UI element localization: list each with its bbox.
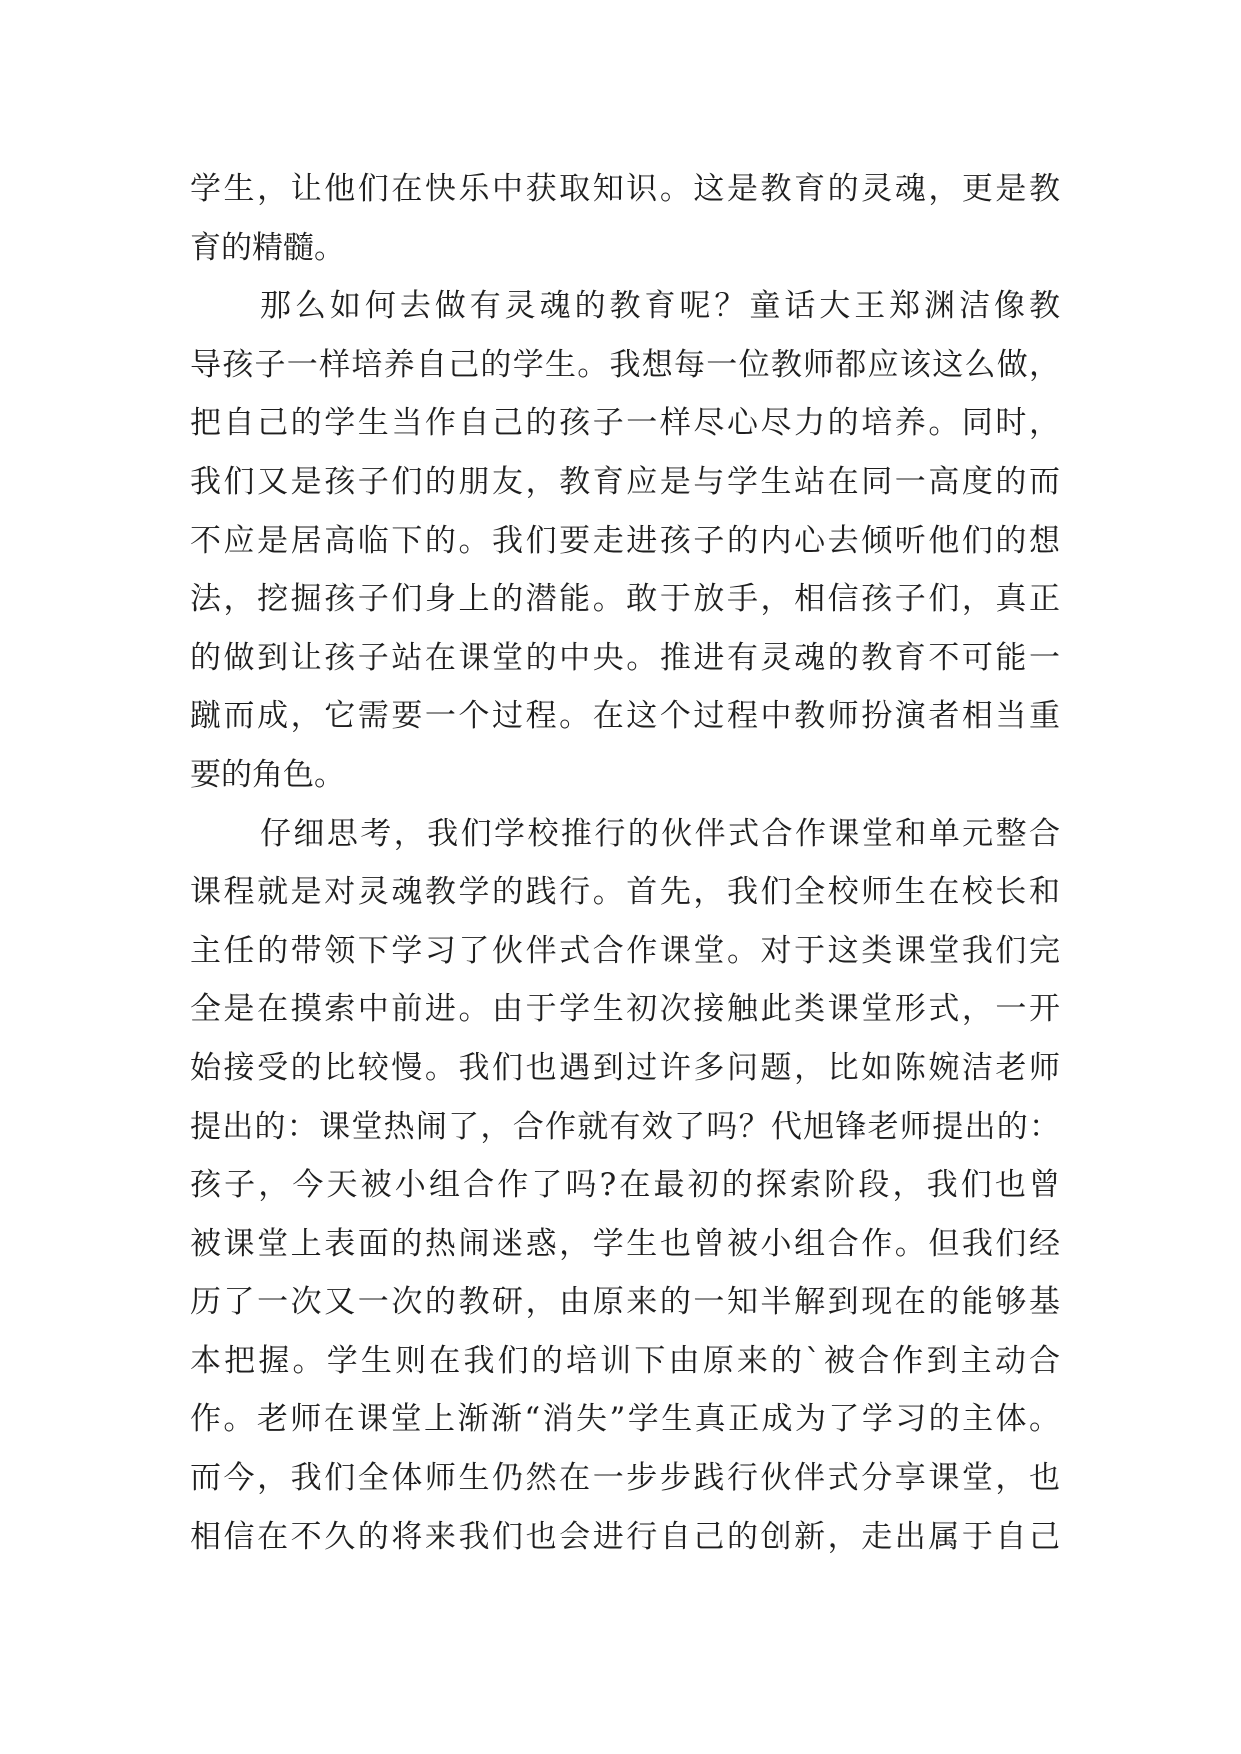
text-line: 蹴而成，它需要一个过程。在这个过程中教师扮演者相当重: [190, 698, 1060, 735]
text-line: 育的精髓。: [190, 229, 345, 266]
text-line: 而今，我们全体师生仍然在一步步践行伙伴式分享课堂，也: [190, 1460, 1060, 1497]
text-line: 历了一次又一次的教研，由原来的一知半解到现在的能够基: [190, 1284, 1060, 1321]
text-line: 法，挖掘孩子们身上的潜能。敢于放手，相信孩子们，真正: [190, 581, 1060, 618]
text-line: 本把握。学生则在我们的培训下由原来的`被合作到主动合: [190, 1342, 1060, 1379]
text-line: 孩子，今天被小组合作了吗?在最初的探索阶段，我们也曾: [190, 1167, 1060, 1204]
text-line: 相信在不久的将来我们也会进行自己的创新，走出属于自己: [190, 1518, 1060, 1555]
text-line: 全是在摸索中前进。由于学生初次接触此类课堂形式，一开: [190, 991, 1060, 1028]
text-line: 主任的带领下学习了伙伴式合作课堂。对于这类课堂我们完: [190, 932, 1060, 969]
text-line: 提出的：课堂热闹了，合作就有效了吗？代旭锋老师提出的：: [190, 1108, 1060, 1145]
text-line: 学生，让他们在快乐中获取知识。这是教育的灵魂，更是教: [190, 171, 1060, 207]
body-text: [190, 160, 1060, 1566]
text-line: 课程就是对灵魂教学的践行。首先，我们全校师生在校长和: [190, 874, 1060, 911]
text-line: 作。老师在课堂上渐渐“消失”学生真正成为了学习的主体。: [190, 1401, 1060, 1438]
text-line: 被课堂上表面的热闹迷惑，学生也曾被小组合作。但我们经: [190, 1225, 1060, 1262]
text-line: 导孩子一样培养自己的学生。我想每一位教师都应该这么做，: [190, 346, 1060, 383]
text-line: 仔细思考，我们学校推行的伙伴式合作课堂和单元整合: [260, 815, 1060, 852]
text-line: 要的角色。: [190, 756, 345, 793]
text-line: 那么如何去做有灵魂的教育呢？童话大王郑渊洁像教: [260, 288, 1060, 325]
text-line: 不应是居高临下的。我们要走进孩子的内心去倾听他们的想: [190, 522, 1060, 559]
text-line: 的做到让孩子站在课堂的中央。推进有灵魂的教育不可能一: [190, 639, 1060, 676]
text-line: 我们又是孩子们的朋友，教育应是与学生站在同一高度的而: [190, 463, 1060, 500]
text-line: 把自己的学生当作自己的孩子一样尽心尽力的培养。同时，: [190, 405, 1060, 442]
text-line: 始接受的比较慢。我们也遇到过许多问题，比如陈婉洁老师: [190, 1049, 1060, 1086]
